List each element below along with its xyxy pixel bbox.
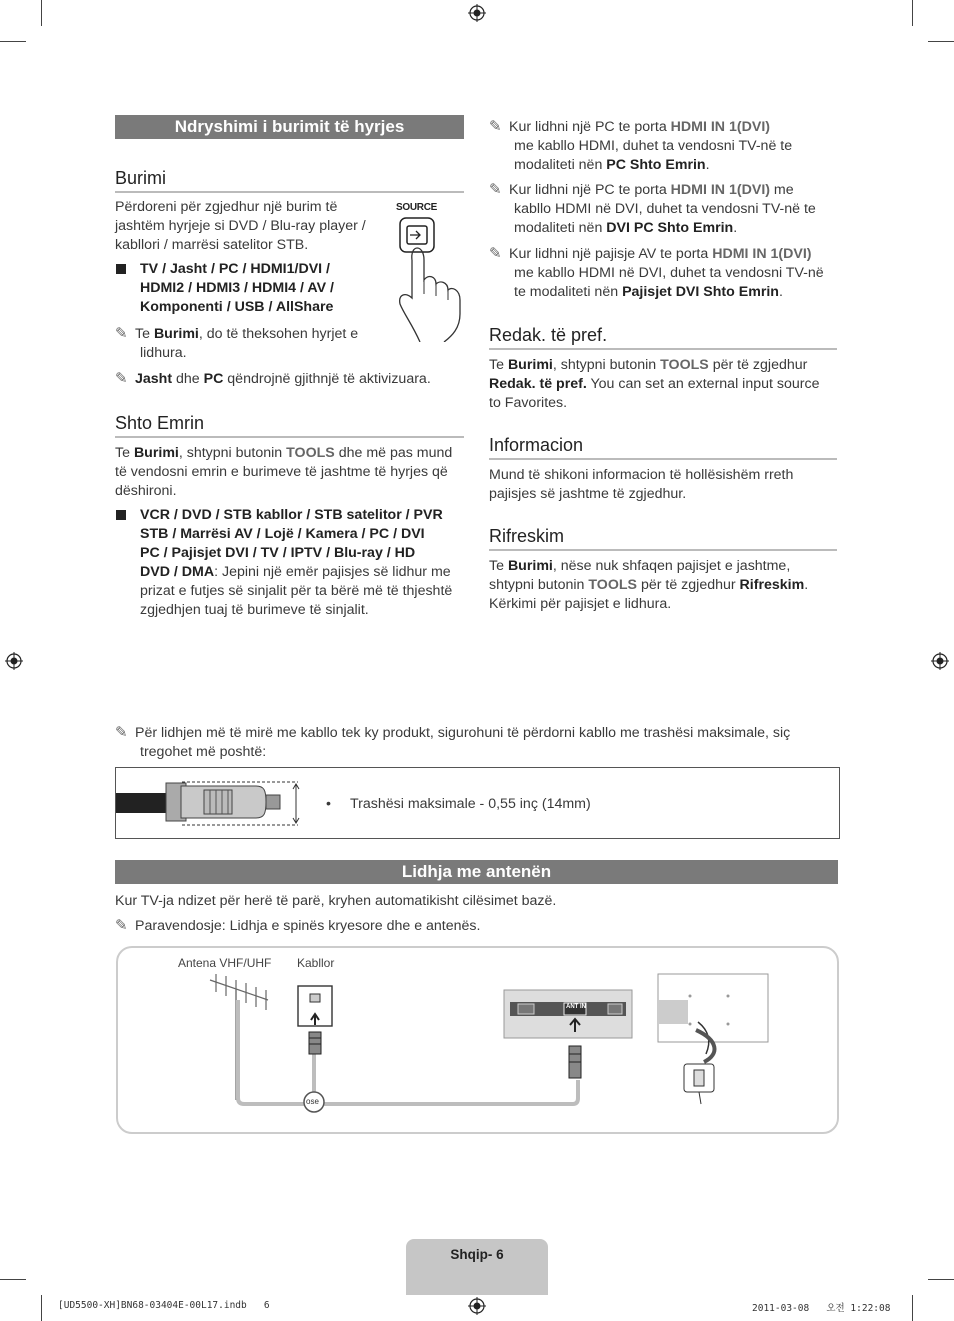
- label-vhf-uhf: Antena VHF/UHF: [178, 956, 272, 970]
- hdmi-cable-icon: [116, 768, 316, 836]
- heading-rifreskim: Rifreskim: [489, 526, 837, 551]
- pencil-note-icon: ✎: [489, 245, 502, 262]
- antenna-intro: Kur TV-ja ndizet për herë të parë, kryhen automatikisht cilësimet bazë.: [115, 893, 557, 909]
- note-av-dvi: ✎ Kur lidhni një pajisje AV te porta HDMI IN 1(DVI) me kabllo HDMI në DVI, duhet ta vendosni TV-në te modaliteti nën Pajisjet DVI Shto Emrin.: [489, 245, 824, 300]
- section-title-input-source: Ndryshimi i burimit të hyrjes: [115, 115, 464, 139]
- crop-mark: [0, 1279, 26, 1280]
- heading-redak: Redak. të pref.: [489, 325, 837, 350]
- registration-mark-icon: [5, 652, 23, 670]
- pencil-note-icon: ✎: [115, 917, 128, 934]
- bullet-square: [116, 510, 126, 520]
- pencil-note-icon: ✎: [115, 724, 128, 741]
- crop-mark: [41, 1295, 42, 1321]
- registration-mark-icon: [931, 652, 949, 670]
- print-file-name: [UD5500-XH]BN68-03404E-00L17.indb 6: [58, 1300, 270, 1311]
- section-title-antenna: Lidhja me antenën: [115, 860, 838, 884]
- label-cable: Kabllor: [297, 956, 335, 970]
- bullet-square: [116, 264, 126, 274]
- ant-in-port-label: ANT IN: [566, 1004, 586, 1010]
- crop-mark: [912, 0, 913, 26]
- antenna-connection-diagram: [118, 970, 833, 1128]
- remote-source-button-icon: [390, 214, 466, 342]
- burimi-intro: Përdoreni për zgjedhur një burim të jashtëm hyrjeje si DVD / Blu-ray player / kabllori / marrësi satelitor STB.: [115, 199, 366, 253]
- crop-mark: [0, 41, 26, 42]
- or-label: ose: [306, 1097, 319, 1106]
- heading-informacion: Informacion: [489, 435, 837, 460]
- pencil-note-icon: ✎: [115, 325, 128, 342]
- shto-emrin-text: Te Burimi, shtypni butonin TOOLS dhe më pas mund të vendosni emrin e burimeve të jashtme të hyrjes që dëshironi.: [115, 445, 453, 499]
- antenna-note: ✎ Paravendosje: Lidhja e spinës kryesore dhe e antenës.: [115, 917, 481, 934]
- page-number: Shqip- 6: [450, 1247, 504, 1262]
- informacion-text: Mund të shikoni informacion të hollësishëm rreth pajisjes së jashtme të zgjedhur.: [489, 467, 794, 502]
- note-always-active: ✎ Jasht dhe PC qëndrojnë gjithnjë të aktivizuara.: [115, 370, 431, 387]
- crop-mark: [928, 41, 954, 42]
- heading-burimi: Burimi: [115, 168, 464, 193]
- pencil-note-icon: ✎: [115, 370, 128, 387]
- note-pc-hdmi: ✎ Kur lidhni një PC te porta HDMI IN 1(DVI) me kabllo HDMI, duhet ta vendosni TV-në te modaliteti nën PC Shto Emrin.: [489, 118, 793, 173]
- crop-mark: [928, 1279, 954, 1280]
- pencil-note-icon: ✎: [489, 118, 502, 135]
- rifreskim-text: Te Burimi, nëse nuk shfaqen pajisjet e jashtme, shtypni butonin TOOLS për të zgjedhur Rifreskim. Kërkimi për pajisjet e lidhura.: [489, 558, 809, 612]
- max-thickness-bullet: • Trashësi maksimale - 0,55 inç (14mm): [326, 796, 591, 812]
- cable-thickness-note: ✎ Për lidhjen më të mirë me kabllo tek ky produkt, sigurohuni të përdorni kabllo me trashësi maksimale, siç tregohet më poshtë:: [115, 724, 791, 760]
- redak-text: Te Burimi, shtypni butonin TOOLS për të zgjedhur Redak. të pref. You can set an external input source to Favorites.: [489, 357, 820, 411]
- note-burimi-highlight: ✎ Te Burimi, do të theksohen hyrjet e lidhura.: [115, 325, 359, 361]
- device-name-list: VCR / DVD / STB kabllor / STB satelitor / PVR STB / Marrësi AV / Lojë / Kamera / PC / DVI PC / Pajisjet DVI / TV / IPTV / Blu-ray / HD DVD / DMA: Jepini një emër pajisjes së lidhur me prizat e futjes së sinjalit për ta bërë më të thjeshtë zgjedhjen tuaj të burimeve të sinjalit.: [140, 507, 453, 618]
- registration-mark-icon: [468, 1297, 486, 1315]
- print-date: 2011-03-08 오전 1:22:08: [752, 1303, 891, 1314]
- crop-mark: [912, 1295, 913, 1321]
- crop-mark: [41, 0, 42, 26]
- source-list: TV / Jasht / PC / HDMI1/DVI / HDMI2 / HDMI3 / HDMI4 / AV / Komponenti / USB / AllShare: [140, 261, 334, 315]
- source-button-label: SOURCE: [396, 202, 437, 213]
- note-pc-dvi: ✎ Kur lidhni një PC te porta HDMI IN 1(DVI) me kabllo HDMI në DVI, duhet ta vendosni TV-në te modaliteti nën DVI PC Shto Emrin.: [489, 181, 816, 236]
- pencil-note-icon: ✎: [489, 181, 502, 198]
- heading-shto-emrin: Shto Emrin: [115, 413, 464, 438]
- registration-mark-icon: [468, 4, 486, 22]
